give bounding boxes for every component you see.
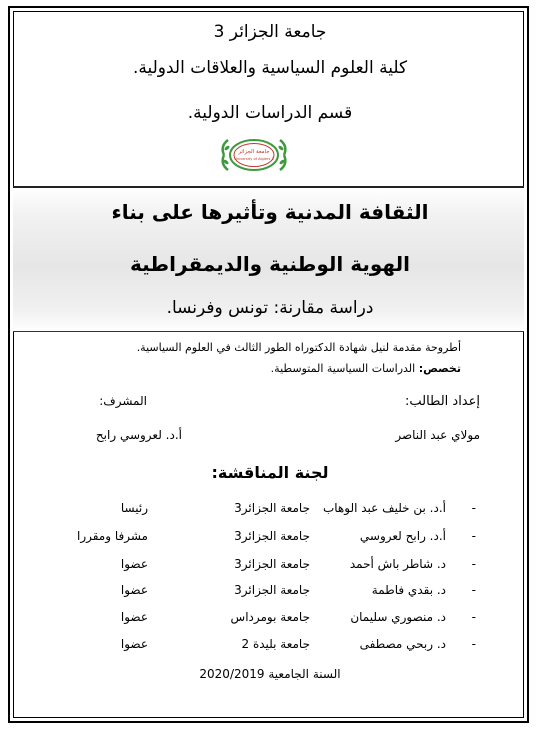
member-role: مشرفا ومقررا	[76, 529, 148, 543]
committee-row	[0, 557, 540, 579]
member-name: أ.د. بن خليف عبد الوهاب	[322, 501, 446, 515]
committee-row	[0, 610, 540, 632]
thesis-title-line-1: الثقافة المدنية وتأثيرها على بناء	[111, 200, 429, 224]
committee-row	[0, 501, 540, 523]
committee-row	[0, 529, 540, 551]
row-dash: -	[471, 610, 476, 624]
member-role: عضوا	[120, 583, 148, 597]
member-role: رئيسا	[120, 501, 148, 515]
student-label: إعداد الطالب:	[404, 394, 480, 409]
faculty-name: كلية العلوم السياسية والعلاقات الدولية.	[132, 58, 408, 78]
thesis-title-line-2: الهوية الوطنية والديمقراطية	[130, 252, 410, 276]
specialization-label: تخصص:	[418, 362, 461, 375]
member-role: عضوا	[120, 637, 148, 651]
member-name: د. ربحي مصطفى	[359, 637, 446, 651]
row-dash: -	[471, 583, 476, 597]
member-university: جامعة بومرداس	[230, 610, 310, 624]
committee-row	[0, 637, 540, 659]
row-dash: -	[471, 529, 476, 543]
committee-title: لجنة المناقشة:	[211, 463, 329, 482]
member-name: أ.د. رابح لعروسي	[359, 529, 446, 543]
member-name: د. منصوري سليمان	[350, 610, 446, 624]
supervisor-name: أ.د. لعروسي رابح	[95, 428, 182, 442]
specialization-value: الدراسات السياسية المتوسطية.	[270, 362, 419, 375]
academic-year: السنة الجامعية 2020/2019	[199, 667, 341, 681]
university-logo-icon	[218, 136, 290, 174]
member-name: د. بقدي فاطمة	[371, 583, 446, 597]
svg-text:جامعة الجزائر: جامعة الجزائر	[238, 149, 270, 155]
student-name: مولاي عبد الناصر	[395, 428, 480, 442]
department-name: قسم الدراسات الدولية.	[187, 103, 353, 123]
thesis-description: أطروحة مقدمة لنيل شهادة الدكتوراه الطور الثالث في العلوم السياسية.	[136, 341, 461, 354]
supervisor-label: المشرف:	[99, 394, 147, 408]
member-university: جامعة الجزائر3	[234, 583, 310, 597]
member-name: د. شاطر باش أحمد	[349, 557, 446, 571]
member-role: عضوا	[120, 610, 148, 624]
committee-row	[0, 583, 540, 605]
member-role: عضوا	[120, 557, 148, 571]
university-name: جامعة الجزائر 3	[213, 22, 327, 42]
logo-text: University of Algiers 3	[234, 157, 274, 161]
member-university: جامعة الجزائر3	[234, 529, 310, 543]
row-dash: -	[471, 557, 476, 571]
member-university: جامعة الجزائر3	[234, 501, 310, 515]
member-university: جامعة بليدة 2	[241, 637, 310, 651]
member-university: جامعة الجزائر3	[234, 557, 310, 571]
specialization	[271, 362, 461, 375]
thesis-subtitle: دراسة مقارنة: تونس وفرنسا.	[166, 298, 374, 318]
row-dash: -	[471, 501, 476, 515]
row-dash: -	[471, 637, 476, 651]
